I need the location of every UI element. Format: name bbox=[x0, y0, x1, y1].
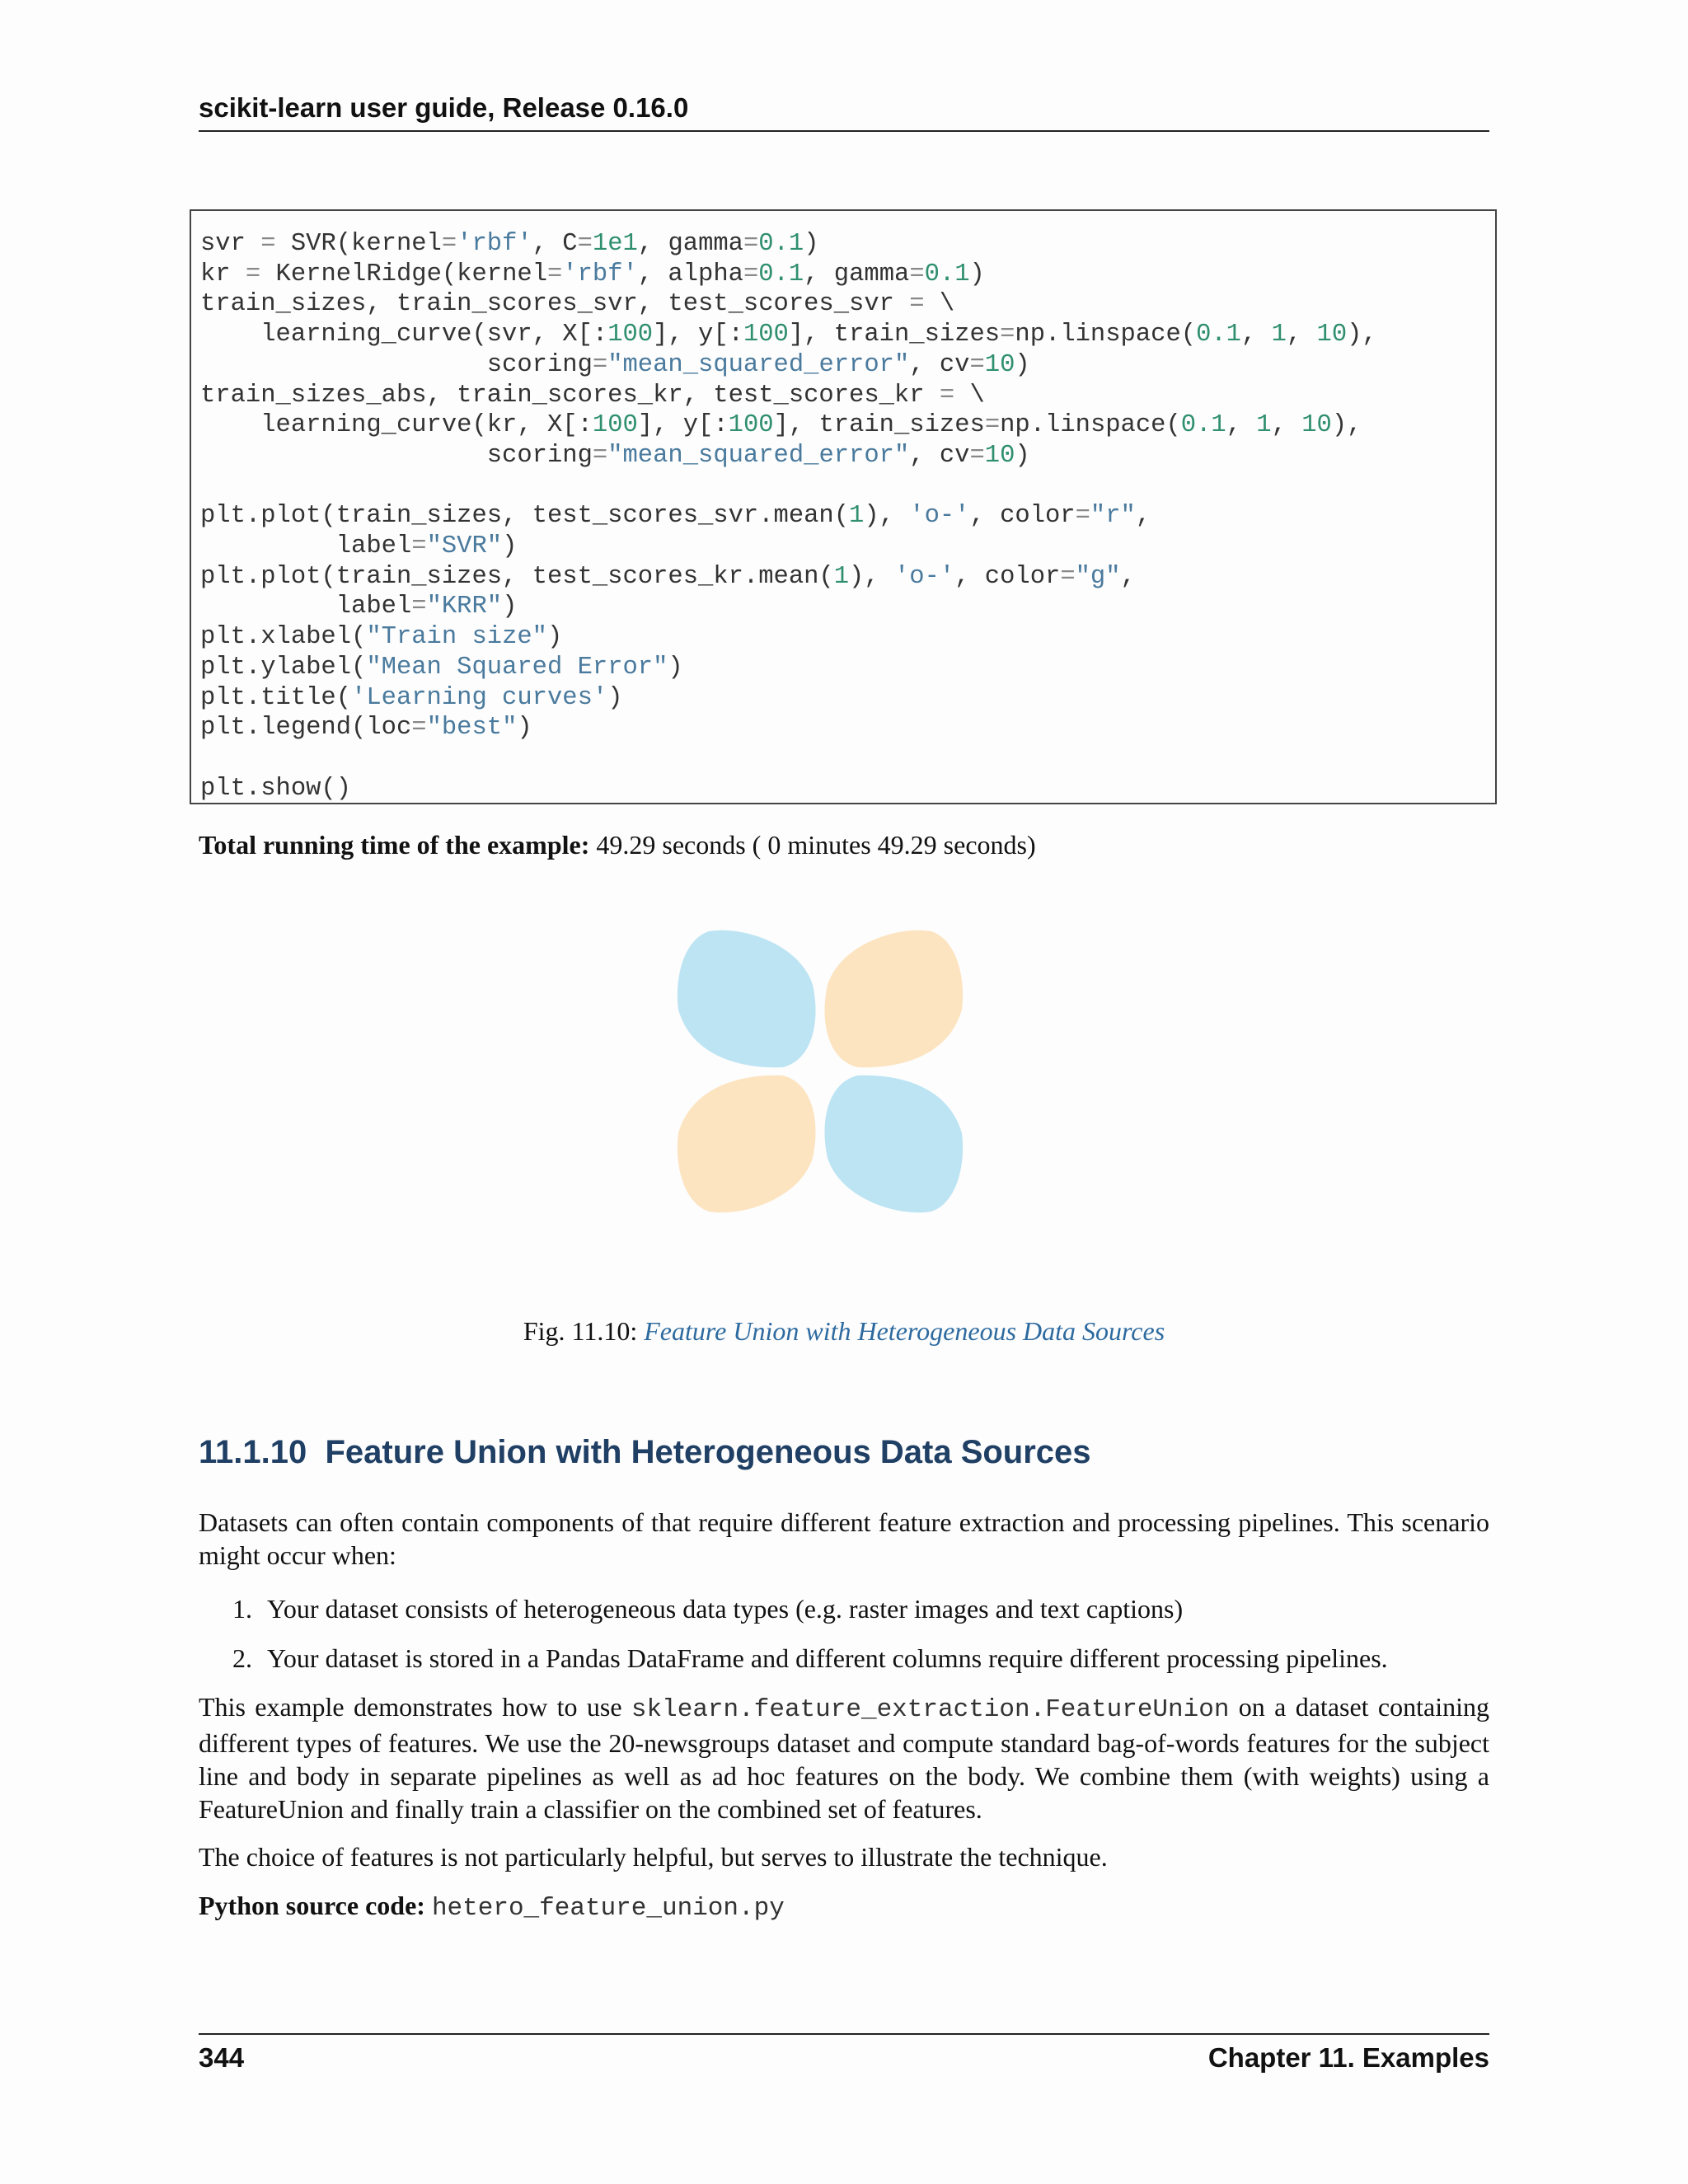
section-intro: Datasets can often contain components of that require different feature extraction and processing pipelines. This scenario might occur when: bbox=[199, 1507, 1489, 1570]
section-title: Feature Union with Heterogeneous Data Sources bbox=[325, 1434, 1091, 1470]
header-rule bbox=[199, 130, 1489, 132]
code-line: plt.plot(train_sizes, test_scores_svr.mean(1), 'o-', color="r", bbox=[200, 502, 1151, 531]
section-heading bbox=[199, 1434, 1091, 1471]
code-line: plt.legend(loc="best") bbox=[200, 714, 532, 743]
code-line: plt.ylabel("Mean Squared Error") bbox=[200, 653, 683, 682]
blob-bottom-right bbox=[824, 1076, 963, 1212]
footer-rule bbox=[199, 2033, 1489, 2035]
code-line: learning_curve(kr, X[:100], y[:100], train_sizes=np.linspace(0.1, 1, 10), bbox=[200, 411, 1362, 440]
section-number: 11.1.10 bbox=[199, 1434, 307, 1470]
para2-text-after: on a dataset containing different types of features. We use the 20-newsgroups dataset and compute standard bag-of-words features for the subject line and body in separate pipelines as well as ad hoc features on the body. We combine them (with weights) using a FeatureUnion and finally train a classifier on the combined set of features. bbox=[199, 1692, 1490, 1824]
code-line: svr = SVR(kernel='rbf', C=1e1, gamma=0.1) bbox=[200, 230, 819, 258]
blob-bottom-left bbox=[678, 1076, 816, 1212]
section-paragraph-2 bbox=[199, 1690, 1489, 1825]
featureunion-code-ref: sklearn.feature_extraction.FeatureUnion bbox=[631, 1695, 1230, 1724]
figure-caption bbox=[0, 1316, 1688, 1347]
code-line: plt.show() bbox=[200, 774, 352, 803]
running-time bbox=[199, 830, 1036, 860]
code-line: plt.xlabel("Train size") bbox=[200, 623, 563, 652]
code-line: label="SVR") bbox=[200, 532, 518, 561]
code-line: kr = KernelRidge(kernel='rbf', alpha=0.1, gamma=0.1) bbox=[200, 260, 985, 288]
list-item-number: 2. bbox=[232, 1643, 252, 1673]
code-line: plt.plot(train_sizes, test_scores_kr.mean(1), 'o-', color="g", bbox=[200, 562, 1136, 591]
source-code-label: Python source code: bbox=[199, 1891, 425, 1920]
list-item bbox=[232, 1642, 1388, 1675]
source-file-link[interactable]: hetero_feature_union.py bbox=[431, 1894, 785, 1923]
section-paragraph-3: The choice of features is not particularly helpful, but serves to illustrate the technique. bbox=[199, 1842, 1108, 1872]
para2-text-before: This example demonstrates how to use bbox=[199, 1692, 631, 1722]
running-head: scikit-learn user guide, Release 0.16.0 bbox=[199, 92, 689, 123]
blob-top-left bbox=[678, 930, 816, 1067]
chapter-label: Chapter 11. Examples bbox=[1207, 2042, 1489, 2073]
blob-top-right bbox=[824, 930, 963, 1067]
page-number: 344 bbox=[199, 2042, 245, 2073]
code-line: scoring="mean_squared_error", cv=10) bbox=[200, 441, 1030, 470]
list-item-number: 1. bbox=[232, 1594, 252, 1624]
figure-thumbnail[interactable] bbox=[676, 927, 964, 1216]
list-item-text: Your dataset is stored in a Pandas DataFrame and different columns require different processing pipelines. bbox=[267, 1643, 1388, 1673]
code-line: train_sizes_abs, train_scores_kr, test_scores_kr = \ bbox=[200, 381, 985, 410]
code-listing bbox=[200, 229, 1377, 804]
running-time-label: Total running time of the example: bbox=[199, 830, 590, 860]
code-line: scoring="mean_squared_error", cv=10) bbox=[200, 350, 1030, 379]
code-line: plt.title('Learning curves') bbox=[200, 683, 623, 712]
list-item bbox=[232, 1592, 1183, 1625]
code-line: learning_curve(svr, X[:100], y[:100], train_sizes=np.linspace(0.1, 1, 10), bbox=[200, 321, 1377, 349]
code-line: label="KRR") bbox=[200, 593, 518, 621]
figure-caption-link[interactable]: Feature Union with Heterogeneous Data Sources bbox=[644, 1316, 1165, 1346]
running-time-value: 49.29 seconds ( 0 minutes 49.29 seconds) bbox=[596, 830, 1036, 860]
list-item-text: Your dataset consists of heterogeneous data types (e.g. raster images and text captions) bbox=[267, 1594, 1184, 1624]
code-block bbox=[190, 209, 1497, 804]
figure-caption-prefix: Fig. 11.10: bbox=[523, 1316, 638, 1346]
code-line: train_sizes, train_scores_svr, test_scores_svr = \ bbox=[200, 290, 955, 319]
source-code-line bbox=[199, 1889, 1489, 1925]
